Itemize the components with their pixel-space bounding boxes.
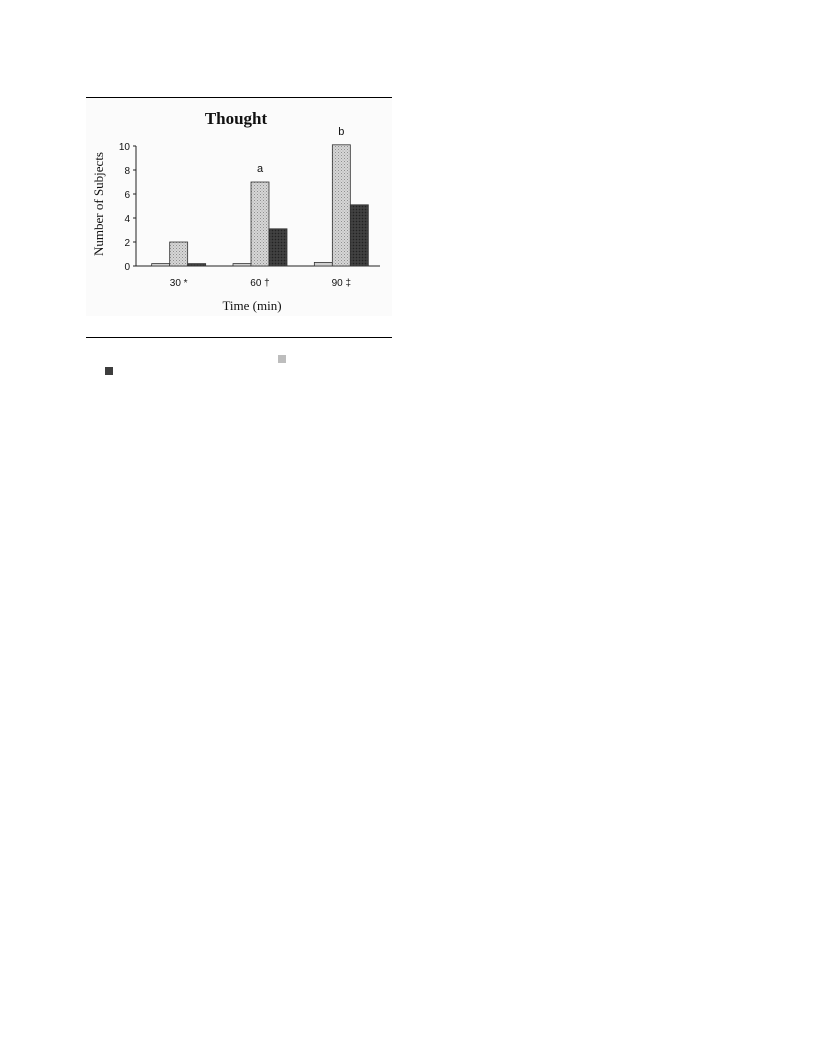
bottom-rule bbox=[86, 337, 392, 338]
y-tick-label: 0 bbox=[124, 262, 130, 273]
bar-series-3 bbox=[350, 205, 368, 266]
bar-series-1 bbox=[233, 264, 251, 266]
chart-panel bbox=[86, 98, 392, 316]
bar-series-3 bbox=[269, 229, 287, 266]
x-tick-label: 90 ‡ bbox=[331, 278, 352, 289]
annotation-label: b bbox=[338, 125, 345, 138]
x-axis-label: Time (min) bbox=[222, 298, 282, 313]
bar-series-1 bbox=[314, 262, 332, 266]
annotation-label: a bbox=[256, 163, 264, 175]
legend-swatch-dark bbox=[105, 367, 113, 375]
y-tick-label: 4 bbox=[124, 214, 130, 225]
bar-series-2 bbox=[251, 182, 269, 266]
bar-series-2 bbox=[332, 145, 350, 266]
y-tick-label: 2 bbox=[124, 238, 130, 249]
bar-series-3 bbox=[188, 264, 206, 266]
y-tick-label: 6 bbox=[124, 190, 130, 201]
legend-swatch-light bbox=[278, 355, 286, 363]
y-tick-label: 8 bbox=[124, 166, 130, 177]
bar-series-1 bbox=[152, 264, 170, 266]
x-tick-label: 60 † bbox=[250, 278, 270, 289]
bar-chart bbox=[86, 98, 392, 316]
bar-series-2 bbox=[170, 242, 188, 266]
chart-title: Thought bbox=[204, 109, 268, 128]
x-tick-label: 30 * bbox=[169, 278, 188, 289]
y-tick-label: 10 bbox=[118, 142, 130, 153]
y-axis-label: Number of Subjects bbox=[91, 152, 106, 256]
